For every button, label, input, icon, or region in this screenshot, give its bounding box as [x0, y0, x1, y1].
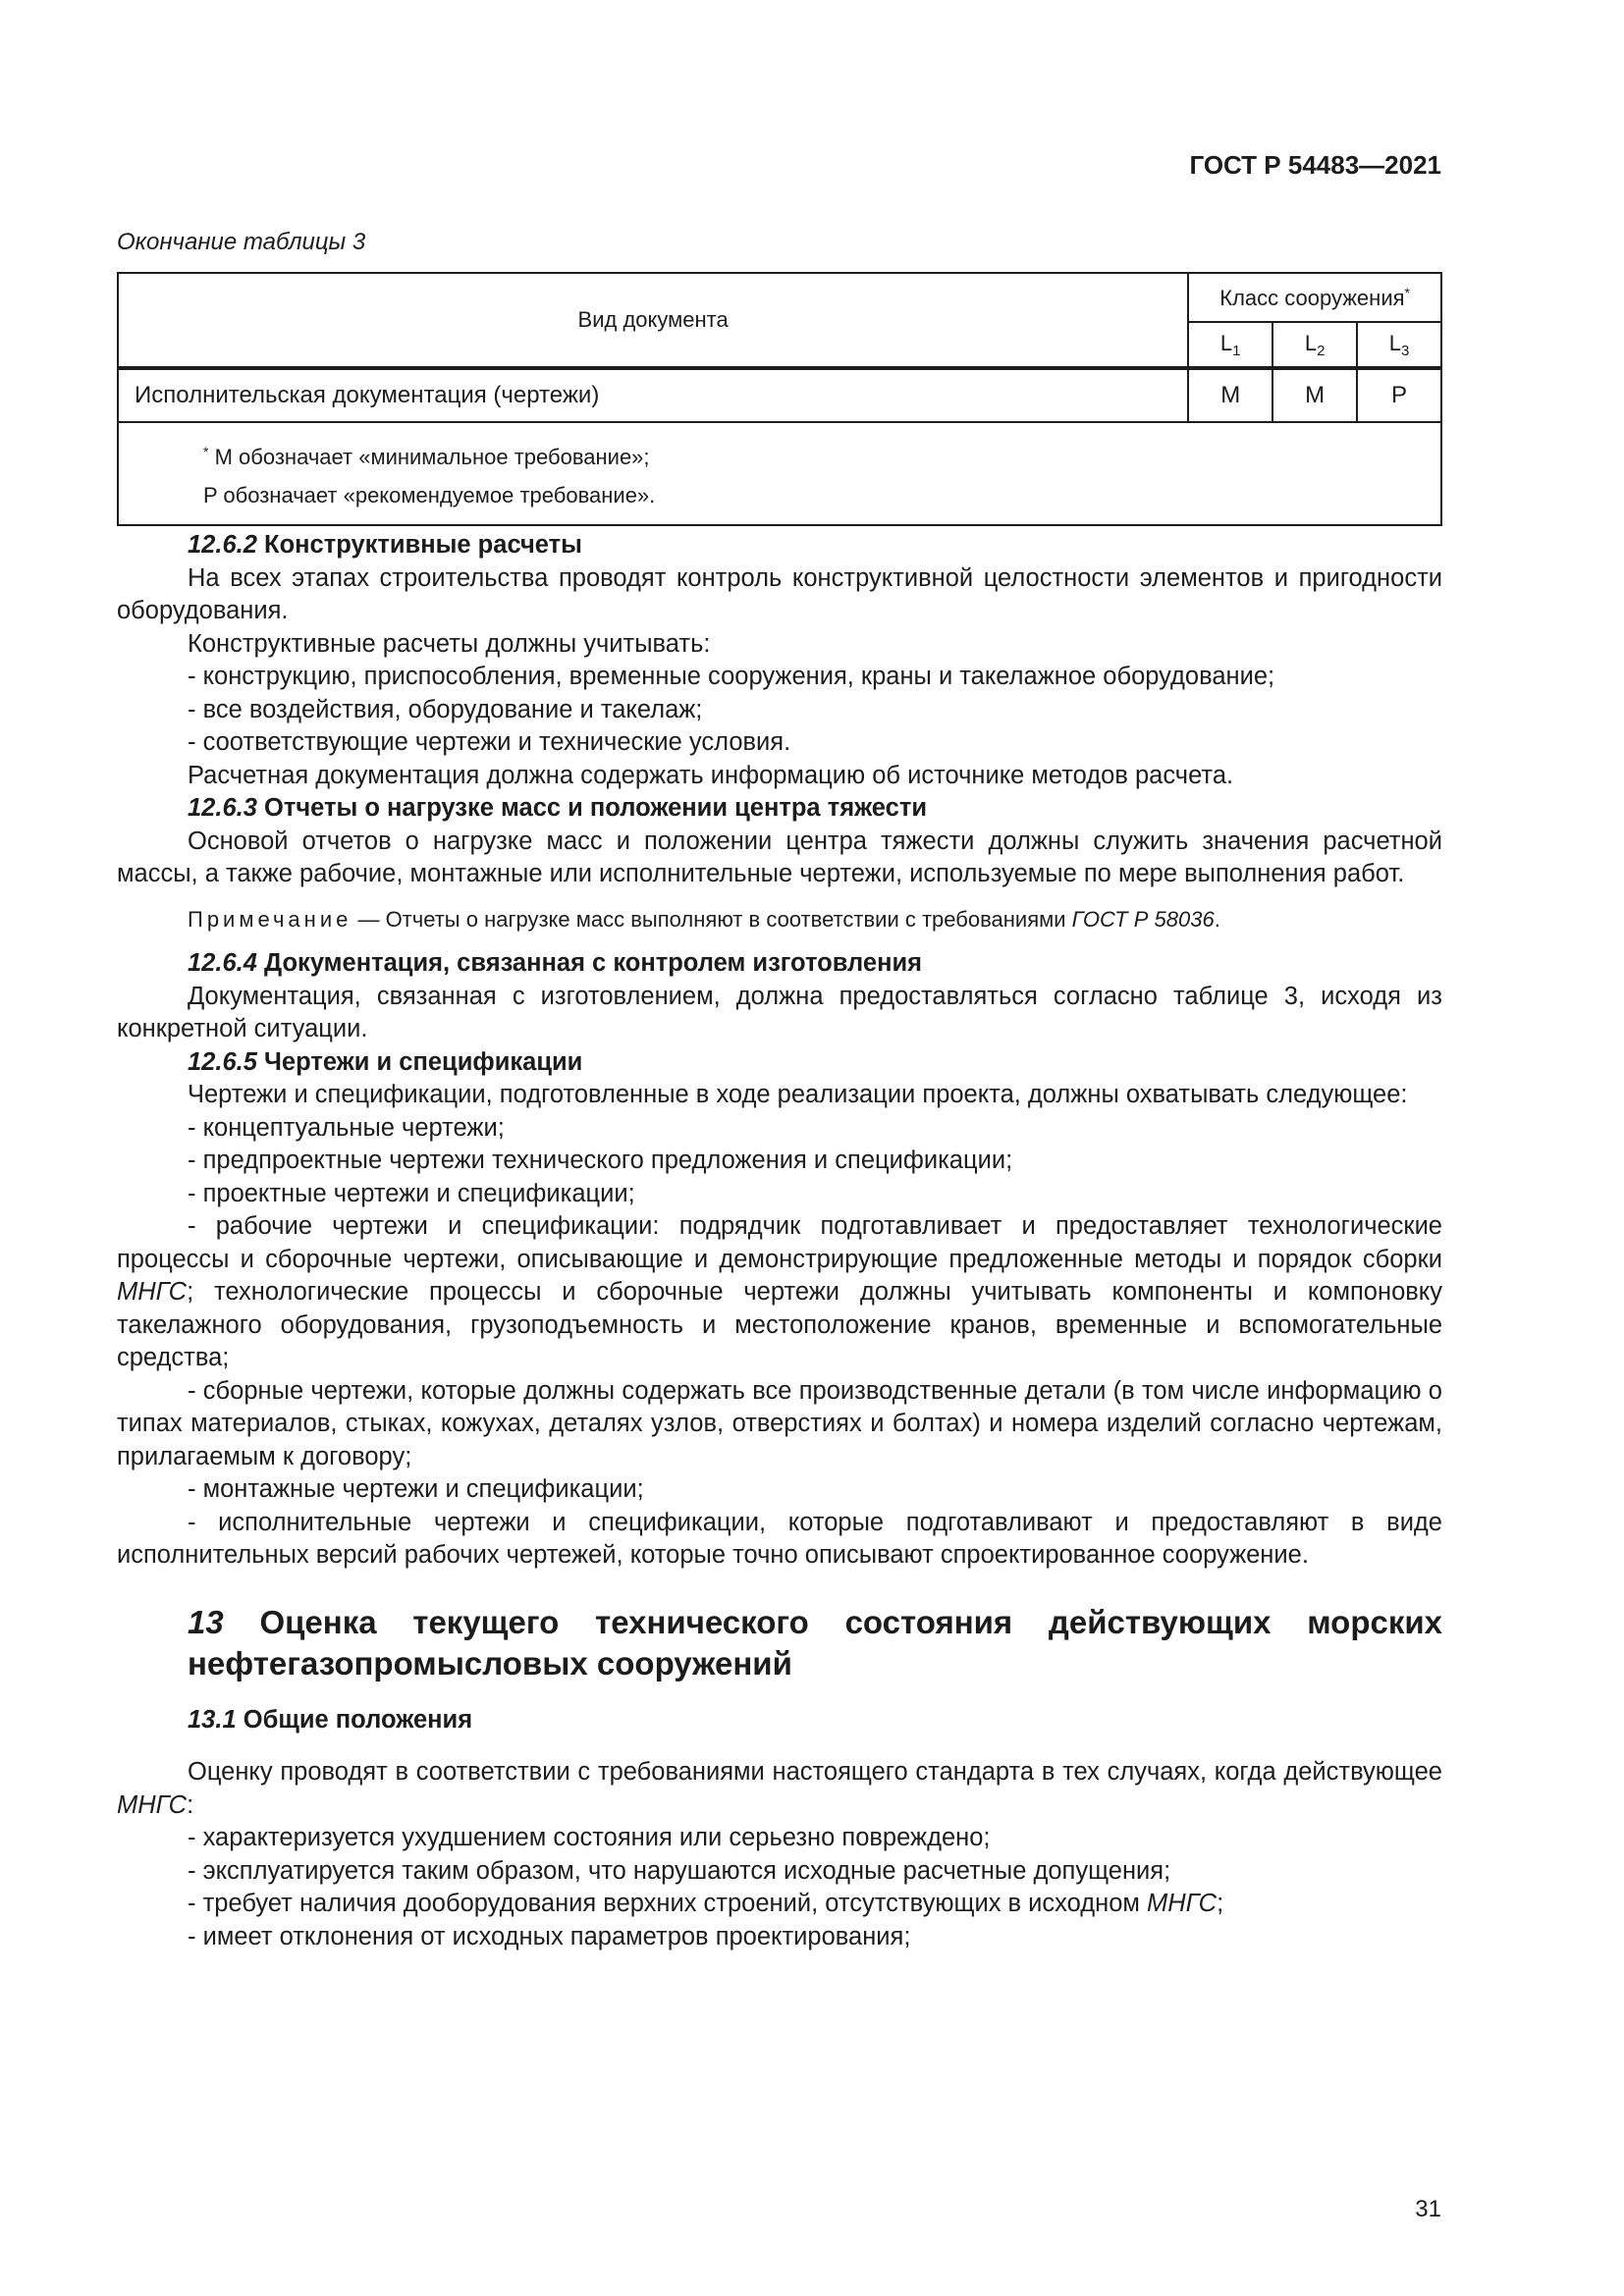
- cell-l2: M: [1272, 368, 1357, 422]
- list-item: - монтажные чертежи и спецификации;: [188, 1475, 644, 1503]
- page-number: 31: [1415, 2196, 1441, 2222]
- heading-13-1: 13.1 Общие положения: [188, 1705, 473, 1734]
- paragraph: На всех этапах строительства проводят контроль конструктивной целостности элементов и пригодности оборудования.: [117, 563, 1442, 624]
- paragraph: Документация, связанная с изготовлением, должна предоставляться согласно таблице 3, исходя из конкретной ситуации.: [117, 982, 1442, 1042]
- list-item: - предпроектные чертежи технического предложения и спецификации;: [188, 1147, 1013, 1174]
- paragraph: Конструктивные расчеты должны учитывать:: [188, 629, 711, 658]
- body-text: [117, 529, 1442, 1953]
- heading-12-6-2: 12.6.2 Конструктивные расчеты: [188, 531, 582, 559]
- paragraph: Оценку проводят в соответствии с требованиями настоящего стандарта в тех случаях, когда действующее МНГС:: [117, 1758, 1442, 1819]
- paragraph: Основой отчетов о нагрузке масс и положении центра тяжести должны служить значения расчетной массы, а также рабочие, монтажные или исполнительные чертежи, используемые по мере выполнения работ.: [117, 827, 1442, 887]
- list-item: - проектные чертежи и спецификации;: [188, 1179, 635, 1207]
- list-item: - эксплуатируется таким образом, что нарушаются исходные расчетные допущения;: [188, 1856, 1171, 1885]
- header-class-l2: $L_2$: [1272, 322, 1357, 368]
- paragraph: Чертежи и спецификации, подготовленные в ходе реализации проекта, должны охватывать следующее:: [188, 1081, 1408, 1108]
- header-class-l3: $L_3$: [1357, 322, 1441, 368]
- list-item: - требует наличия дооборудования верхних строений, отсутствующих в исходном МНГС;: [188, 1890, 1224, 1917]
- table-note: P обозначает «рекомендуемое требование».: [203, 483, 656, 507]
- note: Примечание — Отчеты о нагрузке масс выполняют в соответствии с требованиями ГОСТ Р 58036.: [188, 906, 1220, 932]
- header-structure-class: Класс сооружения*: [1188, 273, 1441, 322]
- header-doc-type: Вид документа: [118, 273, 1188, 368]
- list-item: - соответствующие чертежи и технические условия.: [188, 728, 791, 756]
- row-label: Исполнительская документация (чертежи): [118, 368, 1188, 422]
- standard-number: ГОСТ Р 54483—2021: [1189, 150, 1441, 180]
- heading-12-6-3: 12.6.3 Отчеты о нагрузке масс и положении центра тяжести: [188, 794, 928, 822]
- cell-l3: P: [1357, 368, 1441, 422]
- paragraph: Расчетная документация должна содержать информацию об источнике методов расчета.: [188, 761, 1234, 789]
- list-item: - сборные чертежи, которые должны содержать все производственные детали (в том числе информацию о типах материалов, стыках, кожухах, деталях узлов, отверстиях и болтах) и номера изделий согласно чертежам, прилагаемым к договору;: [117, 1376, 1442, 1470]
- table-note: * M обозначает «минимальное требование»;: [203, 444, 650, 469]
- table-caption: Окончание таблицы 3: [117, 229, 366, 255]
- table-row: [118, 368, 1441, 422]
- heading-12-6-4: 12.6.4 Документация, связанная с контролем изготовления: [188, 949, 923, 977]
- table-3: [117, 272, 1442, 526]
- table-notes: [118, 422, 1441, 525]
- list-item: - все воздействия, оборудование и такелаж;: [188, 695, 703, 723]
- heading-12-6-5: 12.6.5 Чертежи и спецификации: [188, 1047, 583, 1076]
- cell-l1: M: [1188, 368, 1272, 422]
- heading-13: 13 Оценка текущего технического состояния действующих морских нефтегазопромысловых сооружений: [188, 1603, 1443, 1682]
- list-item: - исполнительные чертежи и спецификации, которые подготавливают и предоставляют в виде исполнительных версий рабочих чертежей, которые точно описывают спроектированное сооружение.: [117, 1508, 1442, 1569]
- list-item: - имеет отклонения от исходных параметров проектирования;: [188, 1922, 911, 1950]
- list-item: - рабочие чертежи и спецификации: подрядчик подготавливает и предоставляет технологические процессы и сборочные чертежи, описывающие и демонстрирующие предложенные методы и порядок сборки МНГС; технологические процессы и сборочные чертежи должны учитывать компоненты и компоновку такелажного оборудования, грузоподъемность и местоположение кранов, временные и вспомогательные средства;: [117, 1212, 1442, 1371]
- list-item: - характеризуется ухудшением состояния или серьезно повреждено;: [188, 1824, 991, 1851]
- list-item: - конструкцию, приспособления, временные сооружения, краны и такелажное оборудование;: [188, 663, 1275, 690]
- header-class-l1: $L_1$: [1188, 322, 1272, 368]
- list-item: - концептуальные чертежи;: [188, 1113, 505, 1142]
